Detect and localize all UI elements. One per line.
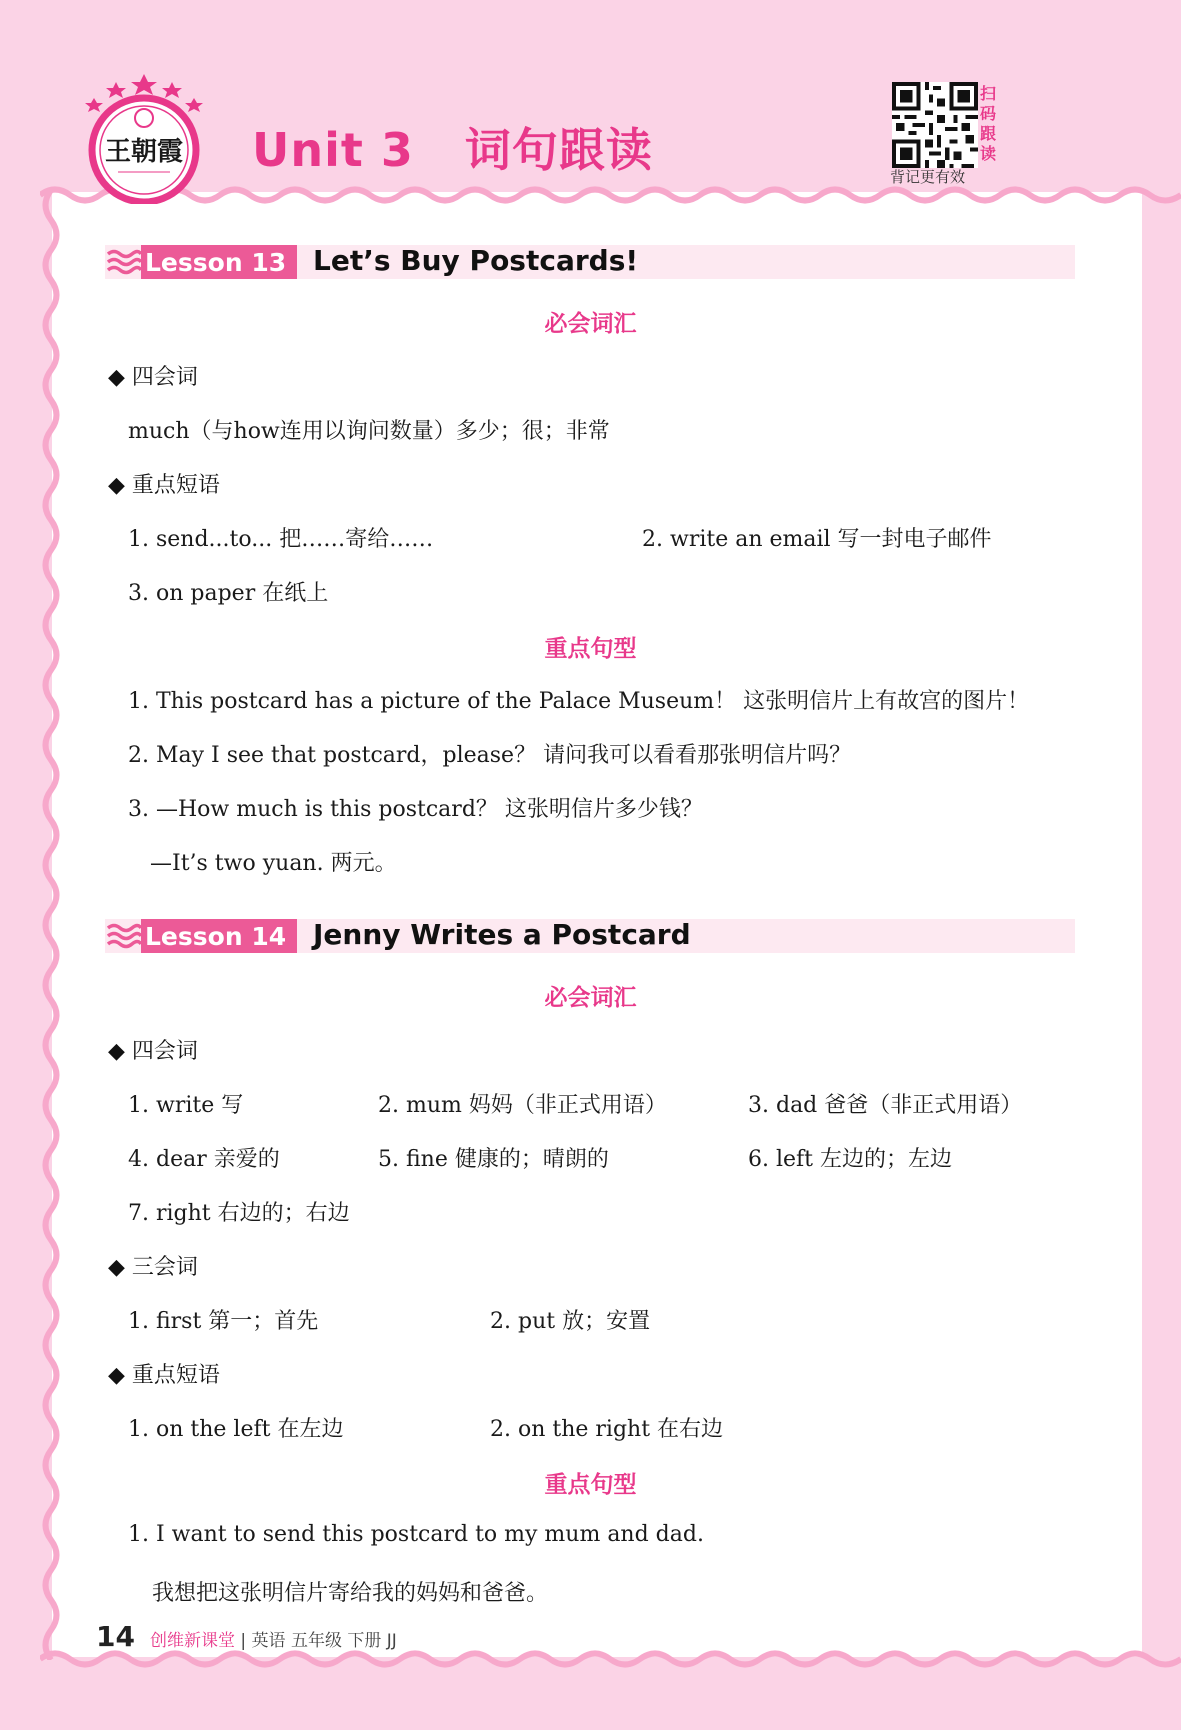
lesson-13-word: much（与how连用以询问数量）多少；很；非常 xyxy=(128,419,610,444)
qr-code-icon[interactable] xyxy=(892,82,978,168)
lesson-13-phrases-heading: ◆ 重点短语 xyxy=(108,473,220,498)
lesson-14-phrase: 1. on the left 在左边 xyxy=(128,1417,344,1442)
qr-side-char: 码 xyxy=(979,104,996,123)
phrases-label: 重点短语 xyxy=(131,1363,220,1388)
lesson-14-title: Jenny Writes a Postcard xyxy=(313,918,691,951)
footer-details: | 英语 五年级 下册 JJ xyxy=(240,1631,397,1651)
lesson-13-phrase: 3. on paper 在纸上 xyxy=(128,581,329,606)
lesson-14-sentence: 我想把这张明信片寄给我的妈妈和爸爸。 xyxy=(152,1581,549,1606)
lesson-14-badge xyxy=(105,919,297,953)
lesson-13-sentence: 2. May I see that postcard，please？ 请问我可以看看那张明信片吗？ xyxy=(128,743,852,768)
lesson-14-word: 2. mum 妈妈（非正式用语） xyxy=(378,1093,667,1118)
lesson-14-phrase: 2. on the right 在右边 xyxy=(490,1417,724,1442)
lesson-14-sentences-title: 重点句型 xyxy=(544,1472,637,1498)
lesson-14-word: 1. first 第一；首先 xyxy=(128,1309,319,1334)
lesson-14-word: 7. right 右边的；右边 xyxy=(128,1201,350,1226)
qr-caption: 背记更有效 xyxy=(890,168,966,186)
lesson-13-sentence: 3. —How much is this postcard？ 这张明信片多少钱？ xyxy=(128,797,703,822)
lesson-14-three-skill-heading: ◆ 三会词 xyxy=(108,1255,198,1280)
lesson-13-badge xyxy=(105,245,297,279)
phrases-label: 重点短语 xyxy=(131,473,220,498)
lesson-14-word: 3. dad 爸爸（非正式用语） xyxy=(748,1093,1023,1118)
top-wave-border xyxy=(40,184,1181,206)
lesson-13-sentences-title: 重点句型 xyxy=(544,636,637,662)
qr-side-char: 扫 xyxy=(979,84,996,103)
qr-side-label xyxy=(977,84,999,164)
bottom-wave-border xyxy=(40,1648,1181,1670)
lesson-13-phrase: 2. write an email 写一封电子邮件 xyxy=(642,527,992,552)
footer-info xyxy=(150,1626,397,1651)
lesson-14-word: 5. fine 健康的；晴朗的 xyxy=(378,1147,609,1172)
lesson-13-title: Let’s Buy Postcards! xyxy=(313,244,639,277)
lesson-14-word: 2. put 放；安置 xyxy=(490,1309,651,1334)
lesson-14-four-skill-heading: ◆ 四会词 xyxy=(108,1039,198,1064)
waves-icon xyxy=(105,245,141,279)
lesson-13-phrase: 1. send...to... 把……寄给…… xyxy=(128,527,434,552)
lesson-13-header xyxy=(105,245,1075,279)
lesson-14-word: 1. write 写 xyxy=(128,1093,244,1118)
left-wave-border xyxy=(40,190,62,1660)
lesson-13-sentence: —It’s two yuan. 两元。 xyxy=(150,851,397,876)
lesson-13-four-skill-heading: ◆ 四会词 xyxy=(108,365,198,390)
logo-text: 王朝霞 xyxy=(104,137,184,167)
lesson-13-sentence: 1. This postcard has a picture of the Palace Museum！ 这张明信片上有故宫的图片！ xyxy=(128,689,1030,714)
lesson-14-sentence: 1. I want to send this postcard to my mum and dad. xyxy=(128,1522,704,1547)
lesson-14-phrases-heading: ◆ 重点短语 xyxy=(108,1363,220,1388)
lesson-14-header xyxy=(105,919,1075,953)
lesson-14-vocab-title: 必会词汇 xyxy=(544,985,637,1011)
four-skill-label: 四会词 xyxy=(131,1039,198,1064)
lesson-13-vocab-title: 必会词汇 xyxy=(544,311,637,337)
lesson-14-word: 6. left 左边的；左边 xyxy=(748,1147,953,1172)
lesson-14-word: 4. dear 亲爱的 xyxy=(128,1147,280,1172)
lesson-14-badge-label: Lesson 14 xyxy=(145,921,287,951)
brand-logo-icon xyxy=(78,72,210,204)
page-number: 14 xyxy=(96,1620,135,1653)
footer-brand: 创维新课堂 xyxy=(150,1631,235,1651)
waves-icon xyxy=(105,919,141,953)
unit-title: Unit 3 词句跟读 xyxy=(252,123,653,177)
qr-side-char: 读 xyxy=(979,144,996,163)
lesson-13-badge-label: Lesson 13 xyxy=(145,247,287,277)
three-skill-label: 三会词 xyxy=(131,1255,198,1280)
qr-side-char: 跟 xyxy=(979,124,996,143)
four-skill-label: 四会词 xyxy=(131,365,198,390)
